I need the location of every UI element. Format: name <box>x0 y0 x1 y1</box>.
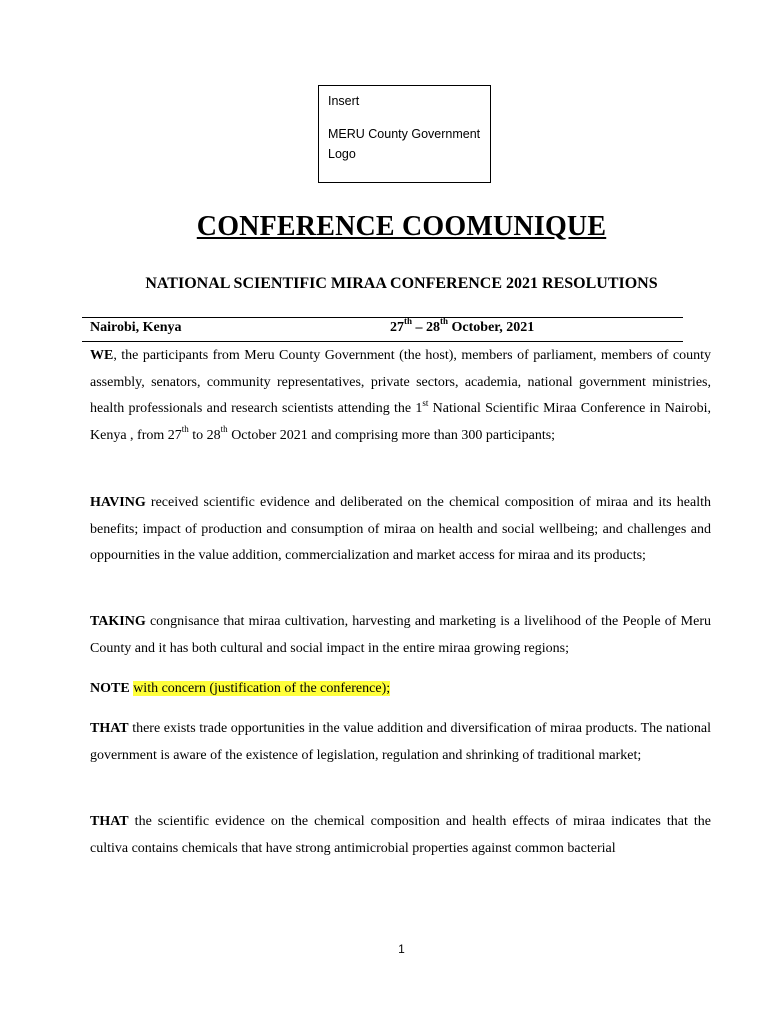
date-sup1: th <box>404 316 413 327</box>
paragraph-we <box>90 343 711 450</box>
header-rule-bottom <box>82 341 683 342</box>
paragraph-note <box>90 676 711 703</box>
ordinal-suffix: th <box>181 424 189 435</box>
document-subtitle: NATIONAL SCIENTIFIC MIRAA CONFERENCE 2021 RESOLUTIONS <box>145 275 658 292</box>
paragraph-taking <box>90 609 711 662</box>
paragraph-lead: THAT <box>90 814 129 829</box>
paragraph-text: to 28 <box>188 428 221 444</box>
document-title: CONFERENCE COOMUNIQUE <box>196 211 607 242</box>
paragraph-lead: THAT <box>90 721 129 736</box>
paragraph-text: received scientific evidence and deliberated on the chemical composition of miraa and its health benefits; impact of production and consumption of miraa on health and social wellbeing; and challenges and oppournities in the value addition, commercialization and market access for miraa and its products; <box>90 495 711 564</box>
logo-placeholder-line1: Insert <box>328 94 360 108</box>
paragraph-having <box>90 490 711 570</box>
ordinal-suffix: th <box>220 424 228 435</box>
paragraph-lead: TAKING <box>90 614 146 629</box>
paragraph-that-trade <box>90 716 711 769</box>
paragraph-lead: NOTE <box>90 681 130 696</box>
conference-date <box>390 316 535 336</box>
logo-placeholder-line3: Logo <box>328 147 356 161</box>
date-rest: October, 2021 <box>448 320 535 335</box>
paragraph-text: October 2021 and comprising more than 300 participants; <box>227 428 556 444</box>
paragraph-text: there exists trade opportunities in the value addition and diversification of miraa products. The national government is aware of the existence of legislation, regulation and shrinking of traditional market; <box>90 721 711 763</box>
paragraph-lead: HAVING <box>90 495 146 510</box>
paragraph-text: congnisance that miraa cultivation, harvesting and marketing is a livelihood of the People of Meru County and it has both cultural and social impact in the entire miraa growing regions; <box>90 614 711 656</box>
date-sup2: th <box>440 316 449 327</box>
paragraph-text: , the participants from Meru County Government (the host), members of parliament, members of county assembly, senators, community representatives, private sectors, academia, national government ministries, health professionals and research scientists attending the 1 <box>90 348 711 417</box>
page-number: 1 <box>398 942 405 956</box>
highlighted-text: with concern (justification of the conference); <box>133 681 391 696</box>
paragraph-text: the scientific evidence on the chemical composition and health effects of miraa indicates that the cultiva contains chemicals that have strong antimicrobial properties against common bacterial <box>90 814 711 856</box>
paragraph-text: National Scientific Miraa Conference in Nairobi, Kenya , from 27 <box>90 401 711 444</box>
header-rule-top <box>82 317 683 318</box>
ordinal-suffix: st <box>422 397 429 408</box>
date-dash: – <box>412 320 427 335</box>
logo-placeholder-box <box>318 85 491 183</box>
paragraph-that-scientific <box>90 809 711 862</box>
paragraph-lead: WE <box>90 348 114 363</box>
conference-place: Nairobi, Kenya <box>90 320 182 335</box>
date-day1: 27 <box>390 320 404 335</box>
date-day2: 28 <box>426 320 441 335</box>
logo-placeholder-line2: MERU County Government <box>328 127 481 141</box>
